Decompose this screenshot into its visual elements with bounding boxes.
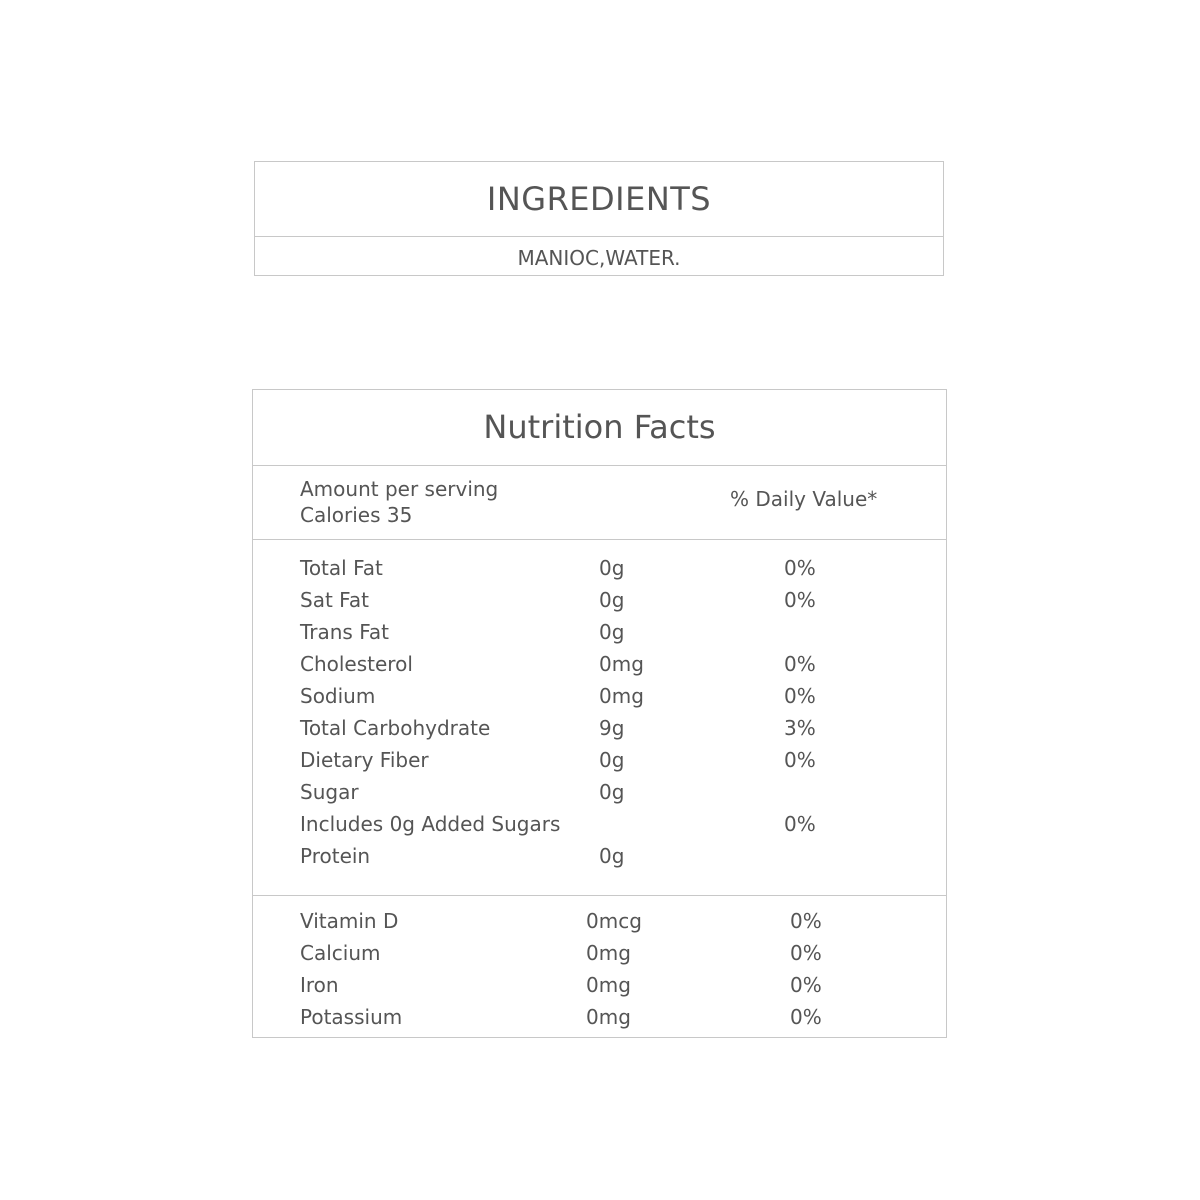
nutrient-row-sat-fat [253,584,946,616]
vitamin-amount: 0mg [586,973,631,997]
nutrient-daily-value: 0% [784,556,816,580]
nutrient-list [253,552,946,872]
ingredients-panel [254,161,944,276]
vitamin-row-potassium [253,1001,946,1033]
nutrient-amount: 9g [599,716,625,740]
vitamin-name: Calcium [300,941,381,965]
vitamin-row-iron [253,969,946,1001]
nutrient-amount: 0g [599,748,625,772]
amount-per-serving-label: Amount per serving [300,477,499,501]
vitamin-daily-value: 0% [790,909,822,933]
nutrient-amount: 0g [599,588,625,612]
serving-info [253,466,946,540]
nutrient-name: Cholesterol [300,652,413,676]
nutrient-amount: 0g [599,780,625,804]
nutrient-name: Total Fat [300,556,383,580]
nutrient-daily-value: 0% [784,684,816,708]
vitamin-daily-value: 0% [790,973,822,997]
nutrient-name: Includes 0g Added Sugars [300,812,561,836]
nutrient-row-total-fat [253,552,946,584]
vitamin-daily-value: 0% [790,941,822,965]
calories-value: Calories 35 [300,503,413,527]
nutrient-row-total-carbohydrate [253,712,946,744]
nutrient-row-sugar [253,776,946,808]
ingredients-title: INGREDIENTS [255,162,943,237]
vitamin-row-calcium [253,937,946,969]
nutrient-row-dietary-fiber [253,744,946,776]
nutrient-amount: 0g [599,620,625,644]
vitamin-name: Iron [300,973,339,997]
vitamin-daily-value: 0% [790,1005,822,1029]
nutrition-facts-title: Nutrition Facts [253,390,946,466]
nutrient-row-added-sugars [253,808,946,840]
nutrient-amount: 0g [599,556,625,580]
vitamin-amount: 0mcg [586,909,642,933]
vitamin-amount: 0mg [586,1005,631,1029]
nutrient-row-protein [253,840,946,872]
nutrient-daily-value: 0% [784,748,816,772]
nutrient-name: Sodium [300,684,376,708]
nutrient-daily-value: 0% [784,588,816,612]
nutrient-name: Trans Fat [300,620,389,644]
vitamin-mineral-list [253,905,946,1033]
nutrient-amount: 0mg [599,684,644,708]
vitamin-row-vitamin-d [253,905,946,937]
section-divider [253,895,946,896]
nutrient-name: Dietary Fiber [300,748,429,772]
nutrient-daily-value: 0% [784,652,816,676]
vitamin-amount: 0mg [586,941,631,965]
daily-value-header: % Daily Value* [730,487,878,511]
nutrient-daily-value: 0% [784,812,816,836]
ingredients-text: MANIOC,WATER. [517,246,681,270]
nutrition-facts-panel [252,389,947,1038]
vitamin-name: Potassium [300,1005,403,1029]
nutrient-name: Total Carbohydrate [300,716,491,740]
nutrient-row-trans-fat [253,616,946,648]
nutrient-name: Sat Fat [300,588,369,612]
nutrient-name: Protein [300,844,371,868]
nutrient-amount: 0g [599,844,625,868]
nutrient-amount: 0mg [599,652,644,676]
vitamin-name: Vitamin D [300,909,399,933]
nutrient-row-cholesterol [253,648,946,680]
nutrient-name: Sugar [300,780,359,804]
nutrient-row-sodium [253,680,946,712]
nutrient-daily-value: 3% [784,716,816,740]
